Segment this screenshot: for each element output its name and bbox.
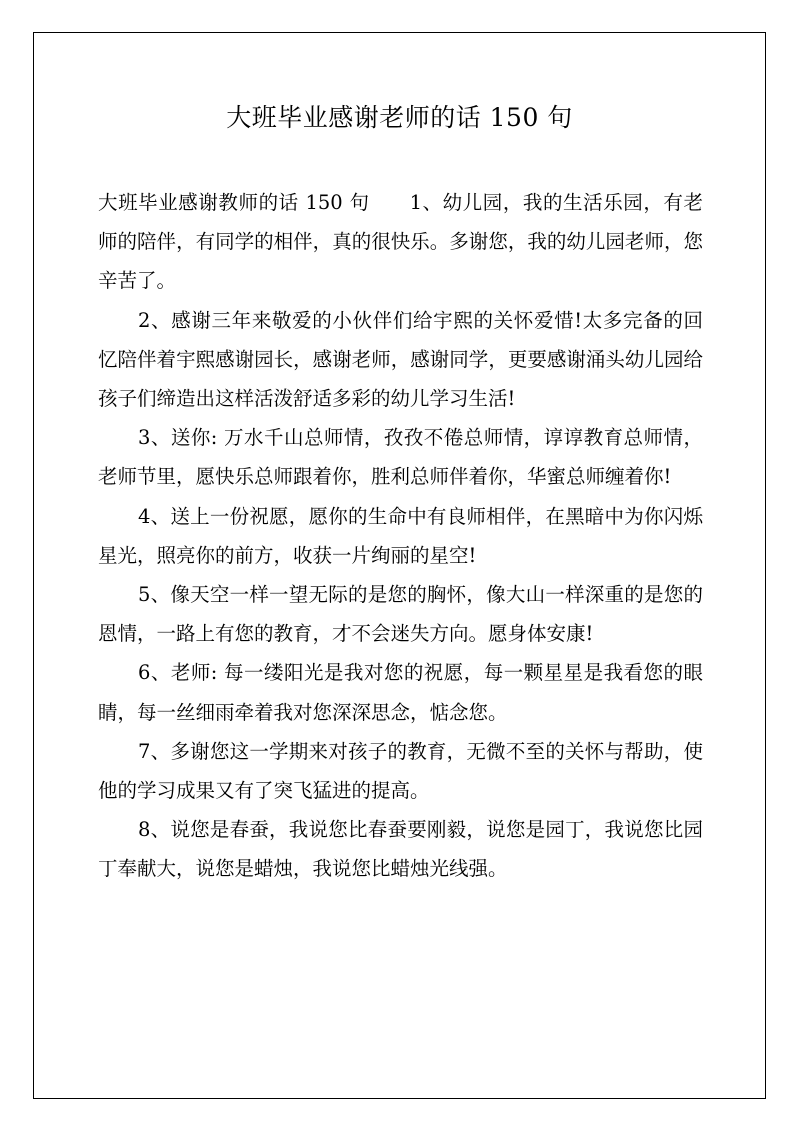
document-body (98, 183, 703, 889)
document-title: 大班毕业感谢老师的话 150 句 (226, 103, 573, 132)
paragraph-8: 8、说您是春蚕，我说您比春蚕要刚毅，说您是园丁，我说您比园丁奉献大，说您是蜡烛，我说您比蜡烛光线强。 (98, 818, 703, 881)
paragraph-1-text: 1、幼儿园，我的生活乐园，有老师的陪伴，有同学的相伴，真的很快乐。多谢您，我的幼儿园老师，您辛苦了。 (98, 191, 703, 293)
paragraph-7: 7、多谢您这一学期来对孩子的教育，无微不至的关怀与帮助，使他的学习成果又有了突飞猛进的提高。 (98, 739, 703, 803)
paragraph-3: 3、送你: 万水千山总师情，孜孜不倦总师情，谆谆教育总师情，老师节里，愿快乐总师跟着你，胜利总师伴着你，华蜜总师缠着你! (98, 426, 703, 489)
paragraph-2: 2、感谢三年来敬爱的小伙伴们给宇熙的关怀爱惜!太多完备的回忆陪伴着宇熙感谢园长，感谢老师，感谢同学，更要感谢涌头幼儿园给孩子们缔造出这样活泼舒适多彩的幼儿学习生活! (98, 308, 703, 411)
paragraph-6: 6、老师: 每一缕阳光是我对您的祝愿，每一颗星星是我看您的眼睛，每一丝细雨牵着我对您深深思念，惦念您。 (98, 661, 703, 724)
paragraph-intro (98, 183, 703, 301)
paragraph-4: 4、送上一份祝愿，愿你的生命中有良师相伴，在黑暗中为你闪烁星光，照亮你的前方，收获一片绚丽的星空! (98, 504, 703, 567)
intro-label: 大班毕业感谢教师的话 150 句 (98, 191, 370, 214)
paragraph-5: 5、像天空一样一望无际的是您的胸怀，像大山一样深重的是您的恩情，一路上有您的教育，才不会迷失方向。愿身体安康! (98, 583, 703, 646)
